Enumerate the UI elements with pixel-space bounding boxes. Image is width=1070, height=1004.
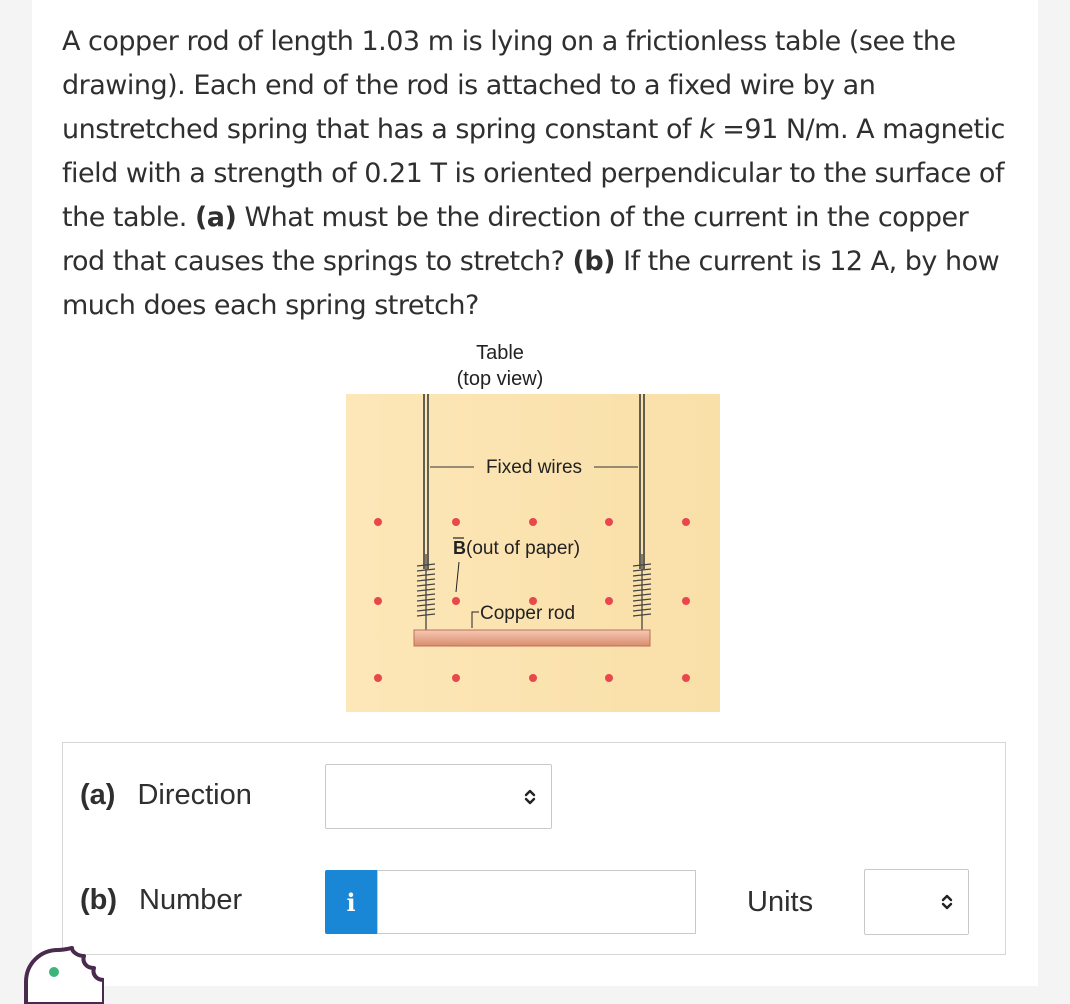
caption-top-view: (top view): [456, 368, 544, 390]
number-input[interactable]: [377, 870, 696, 934]
problem-text-1: A copper rod of length 1.03 m is lying on a frictionless table (see the drawing). Each end of the rod is attached to a fixed wire by an unstretched spring that has a spring constant of: [62, 26, 956, 145]
b-field-symbol: B: [453, 538, 466, 558]
caption-table: Table: [476, 342, 524, 364]
b-field-label: (out of paper): [466, 538, 581, 559]
cookie-icon[interactable]: [20, 944, 104, 1004]
problem-statement: [62, 20, 1012, 328]
direction-select[interactable]: [325, 764, 552, 829]
figure-caption: [420, 340, 580, 392]
part-b-question: If the current is 12 A, by how much does each spring stretch?: [62, 246, 1000, 321]
table-figure: [346, 394, 720, 712]
part-b-label: (b): [572, 246, 616, 277]
spring-constant-symbol: k: [699, 114, 715, 145]
problem-text-2: =91 N/m. A magnetic field with a strength of 0.21 T is oriented perpendicular to the surface of the table.: [62, 114, 1005, 233]
part-a-question: What must be the direction of the current in the copper rod that causes the springs to stretch?: [62, 202, 969, 277]
chevron-updown-icon: [940, 891, 954, 913]
number-label: Number: [139, 884, 243, 916]
answer-panel: [62, 742, 1006, 955]
copper-rod: [414, 630, 650, 646]
units-label: Units: [747, 886, 814, 918]
part-b-row-label: [80, 884, 242, 917]
part-a-tag: (a): [80, 779, 116, 811]
copper-rod-label: Copper rod: [480, 603, 576, 624]
part-a-label: (a): [194, 202, 237, 233]
chevron-updown-icon: [523, 786, 537, 808]
part-b-tag: (b): [80, 884, 118, 916]
units-select[interactable]: [864, 869, 969, 935]
fixed-wires-label: Fixed wires: [485, 457, 583, 478]
direction-label: Direction: [137, 779, 252, 811]
part-a-row-label: [80, 779, 252, 812]
info-icon[interactable]: i: [325, 870, 377, 934]
